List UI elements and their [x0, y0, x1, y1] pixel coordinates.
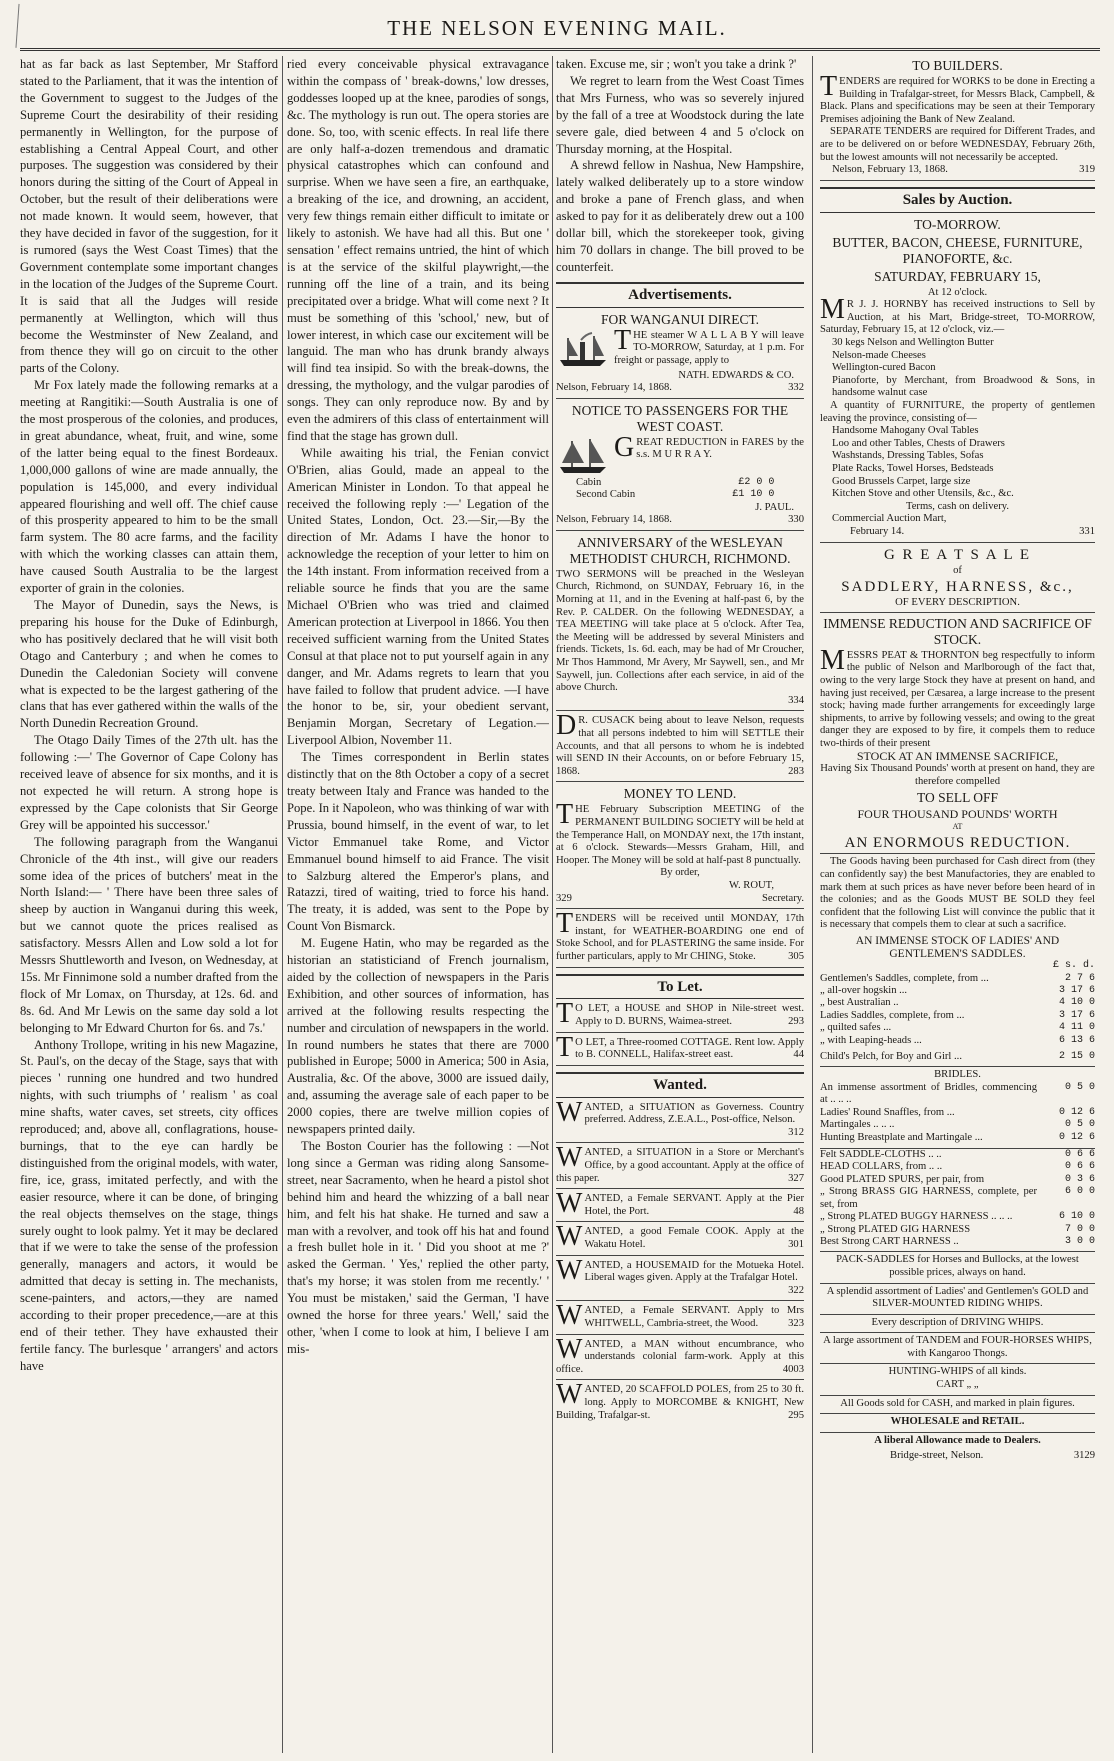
table-row: [820, 1035, 1095, 1047]
section-wanted: Wanted.: [556, 1072, 804, 1098]
ad-wanted: [556, 1188, 804, 1222]
ad-number: 293: [788, 1016, 804, 1027]
ad-number: 329: [556, 892, 572, 904]
ad-body: ANTED, 20 SCAFFOLD POLES, from 25 to 30 ft. long. Apply to MORCOMBE & KNIGHT, New Building, Trafalgar-st.: [556, 1384, 804, 1421]
price-item: Child's Pelch, for Boy and Girl ...: [820, 1051, 962, 1063]
ad-tandem-whips: A large assortment of TANDEM and FOUR-HORSES WHIPS, with Kangaroo Thongs.: [820, 1332, 1095, 1360]
ad-cart-whips: CART „ „: [936, 1379, 979, 1391]
list-item: Handsome Mahogany Oval Tables: [832, 425, 979, 437]
article-south-australia: Mr Fox lately made the following remarks at a meeting at Rangitiki:—South Australia is one of the most prosperous of the colonies, and produces, in great abundance, wheat, fruit, and wine, some of the latter being equal to the finest Bordeaux. 1,000,000 gallons of wine are made annually, the population is 145,000, and every individual appeared flourishing and well off. The chief cause of this prosperity appeared to him to be the small farm system. The 80 acre farms, and the facility with which the working classes can attain them, have caused South Australia to be the largest exporter of grain in the colonies.: [20, 378, 278, 596]
masthead-rule: [20, 48, 1100, 51]
article-trollope-cont: ried every conceivable physical extravagance within the compass of ' break-downs,' low dresses, goddesses looped up at the knee, parodies of songs, &c. The mythology is run out. The opera stories are done. So, too, with scenic effects. In real life there are only half-a-dozen tremendous and dramatic physical catastrophes which can confound and surprise. When we have seen a fire, an earthquake, a breaking of the ice, and drowning, an accident, very few things remain either difficult to imitate or likely to astonish. We have had all this. But one ' sensation ' effect remains untried, the hint of which is at the service of the skilful playwright,—the running off the line of a train, and its being precipitated over a bridge. What will come next ? It must be something of this 'school,' new, but of lower interest, in which case our excitement will be languid. The man who has drunk brandy always will find tea insipid. So with the break-downs, the dressing, the mythology, and the vulgar parodies of songs. They can only reproduce now. By and by even the admirers of this class of entertainment will find that the stage has grown dull.: [287, 57, 549, 443]
price-item: HEAD COLLARS, from .. ..: [820, 1161, 943, 1173]
table-row: [820, 1119, 1095, 1131]
ad-mart: Commercial Auction Mart,: [832, 513, 947, 525]
ad-body: HE steamer W A L L A B Y will leave TO-MORROW, Saturday, at 1 p.m. For freight or passage, apply to: [614, 329, 804, 366]
ad-number: 332: [788, 382, 804, 394]
ad-dateline: Nelson, February 14, 1868.: [556, 514, 672, 526]
ad-number: 319: [1079, 164, 1095, 176]
ad-dateline: Nelson, February 13, 1868.: [832, 164, 948, 176]
table-row: [820, 1174, 1095, 1186]
newspaper-title: THE NELSON EVENING MAIL.: [387, 16, 727, 40]
article-nashua: A shrewd fellow in Nashua, New Hampshire, lately walked deliberately up to a store window and broke a pane of French glass, and when asked to pay for it as deliberately drew out a 100 dollar bill, which the storekeeper took, giving him 70 dollars in change. The bill proved to be counterfeit.: [556, 158, 804, 274]
ad-wanted: [556, 1333, 804, 1381]
ad-number: 44: [793, 1049, 804, 1061]
column-2: [287, 56, 549, 1753]
ad-order: By order,: [660, 867, 700, 879]
bridles-table: [820, 1082, 1095, 1248]
ad-number: 48: [793, 1205, 804, 1217]
drop-cap: W: [556, 1188, 583, 1220]
ad-heading: NOTICE TO PASSENGERS FOR THE WEST COAST.: [571, 402, 789, 434]
table-row: [820, 1211, 1095, 1223]
fare-label: Second Cabin: [576, 489, 636, 501]
ad-body: ANTED, a HOUSEMAID for the Motueka Hotel. Liberal wages given. Apply at the Trafalgar Hotel.: [584, 1259, 804, 1284]
ad-body-2: SEPARATE TENDERS are required for Different Trades, and are to be delivered on or before WEDNESDAY, February 26th, but the lowest amounts will not necessarily be accepted.: [820, 126, 1095, 163]
table-row: [820, 1236, 1095, 1248]
list-item: Wellington-cured Bacon: [832, 362, 936, 374]
ad-wanted: [556, 1379, 804, 1425]
column-4: [820, 56, 1095, 1753]
ad-number: 331: [1079, 525, 1095, 537]
ad-wholesale: WHOLESALE and RETAIL.: [820, 1413, 1095, 1429]
article-boston: The Boston Courier has the following : —Not long since a German was riding along Sansome-street, near Sacramento, when he heard a pistol shot behind him and heard the whizzing of a ball near him, and felt his hat shake. He turned and saw a man with a revolver, and took off his hat and found a fresh bullet hole in it. ' Did you shoot at me ?' asked the German. ' Yes,' replied the other party, that's my horse; it was stolen from me recently.' ' You must be mistaken,' said the German, 'I have owned the horse for three years.' Well,' said the other, 'when I come to look at him, I believe I am mis-: [287, 1139, 549, 1356]
ad-date: SATURDAY, FEBRUARY 15,: [874, 268, 1041, 284]
article-furness: We regret to learn from the West Coast Times that Mrs Furness, who was so severely injured by the fall of a tree at Woodstock during the late severe gale, died between 4 and 5 o'clock on Thursday morning, at the Hospital.: [556, 73, 804, 156]
saddles-table: [820, 960, 1095, 1063]
table-row: [820, 973, 1095, 985]
ad-pack-saddles: PACK-SADDLES for Horses and Bullocks, at the lowest possible prices, always on hand.: [820, 1251, 1095, 1279]
table-row: [820, 1010, 1095, 1022]
list-item: 30 kegs Nelson and Wellington Butter: [832, 337, 994, 349]
ad-body: ANTED, a good Female COOK. Apply at the Wakatu Hotel.: [584, 1226, 804, 1251]
column-rule: [552, 56, 553, 1753]
price-item: Ladies' Round Snaffles, from ...: [820, 1106, 955, 1118]
price-value: 3 17 6: [1058, 985, 1095, 996]
price-value: 0 12 6: [1058, 1106, 1095, 1118]
price-value: 4 10 0: [1058, 997, 1095, 1009]
article-cape-colony: The Otago Daily Times of the 27th ult. has the following :—' The Governor of Cape Colony has received leave of absence for six months, and it is not expected he will return. A strong hope is expressed by the Cape colonists that Sir George Grey will be appointed his successor.': [20, 733, 278, 832]
price-item: „ all-over hogskin ...: [820, 985, 908, 996]
ad-body: ANTED, a Female SERVANT. Apply at the Pier Hotel, the Port.: [584, 1193, 804, 1217]
ad-tenders-stoke: [556, 908, 804, 967]
article-berlin: The Times correspondent in Berlin states distinctly that on the 8th October a copy of a secret treaty between Italy and France was handed to the Pope. In it Napoleon, who was thinking of war with Prussia, bound himself, in the event of war, to let Victor Emmanuel take Rome, and Victor Emmanuel bound himself to aid France. The visit to Salzburg altered the Emperor's plans, and Ratazzi, tired of waiting, tried to force his hand. The treaty, it is added, was sent to the Pope by Count Von Bismarck.: [287, 750, 549, 934]
price-item: „ Strong BRASS GIG HARNESS, complete, per set, from: [820, 1186, 1037, 1210]
ad-at: AT: [952, 821, 963, 831]
ad-stock-heading: AN IMMENSE STOCK OF LADIES' AND GENTLEMEN'S SADDLES.: [855, 935, 1060, 960]
drop-cap: W: [556, 1333, 583, 1365]
ad-number: 322: [788, 1284, 804, 1296]
drop-cap: T: [820, 71, 838, 102]
ad-heading: MONEY TO LEND.: [623, 786, 737, 802]
price-value: 3 17 6: [1058, 1009, 1095, 1021]
ad-body: HE February Subscription MEETING of the PERMANENT BUILDING SOCIETY will be held at the Temperance Hall, on MONDAY next, the 17th instant, at 6 o'clock. Stewards—Messrs Graham, Hill, and Hooper. The Money will be sold at half-past 8 punctually.: [556, 804, 804, 866]
price-value: 0 6 6: [1064, 1161, 1095, 1173]
price-currency-header: £ s. d.: [1052, 960, 1095, 972]
ad-worth: FOUR THOUSAND POUNDS' WORTH: [857, 807, 1058, 822]
column-rule: [282, 56, 283, 1753]
ad-heading: TO-MORROW.: [914, 216, 1001, 232]
ad-heading: TO BUILDERS.: [912, 58, 1003, 73]
list-item: Loo and other Tables, Chests of Drawers: [832, 437, 1005, 449]
table-row: [820, 985, 1095, 997]
ad-signer-title: Secretary.: [762, 892, 804, 904]
price-item: An immense assortment of Bridles, commencing at .. .. ..: [820, 1082, 1037, 1106]
ad-body: ESSRS PEAT & THORNTON beg respectfully to inform the public of Nelson and Marlborough of the fact that, owing to the very large Stock they have at present on hand, and having just received, per Cæsarea, a large increase to the present stock; having made further arrangements for exceedingly large shipments, to arrive by following vessels; and owing to the great danger they are exposed to by fire, it compels them to reduce two-thirds of their present: [820, 649, 1095, 749]
article-judges: hat as far back as last September, Mr Stafford stated to the Parliament, that it was the intention of the Government to suggest to the Judges of the Supreme Court the desirability of their residing permanently in Wellington, for the purpose of establishing a Central Appeal Court, and other purposes. The suggestion was considered by their honors during the sitting of the Court of Appeal in October, but the result of their deliberations were not made known. It would seem, however, that they have decided in favor of the suggestion, for it is rumored (says the West Coast Times) that the Government contemplate some important changes in the location of the Judges of the Supreme Court. It is said that all the Judges will reside permanently at Wellington, which will thus become the Westminster of New Zealand, and from thence they will go on circuit to the other parts of the Colony.: [20, 57, 278, 376]
ad-every: OF EVERY DESCRIPTION.: [895, 597, 1020, 609]
list-item: Kitchen Stove and other Utensils, &c., &c.: [832, 488, 1014, 500]
ad-body: ANTED, a SITUATION in a Store or Merchant's Office, by a good accountant. Apply at the office of this paper.: [556, 1147, 804, 1184]
ad-driving-whips: Every description of DRIVING WHIPS.: [820, 1314, 1095, 1330]
ad-enormous: AN ENORMOUS REDUCTION.: [844, 835, 1071, 852]
ad-dateline: Nelson, February 14, 1868.: [556, 382, 672, 394]
drop-cap: W: [556, 1300, 583, 1332]
price-value: 6 0 0: [1064, 1186, 1095, 1198]
ad-riding-whips: A splendid assortment of Ladies' and Gentlemen's GOLD and SILVER-MOUNTED RIDING WHIPS.: [820, 1283, 1095, 1311]
ad-wanganui: [556, 312, 804, 399]
drop-cap: D: [556, 710, 577, 742]
ad-number: 330: [788, 514, 804, 526]
ad-heading: ANNIVERSARY of the WESLEYAN METHODIST CHURCH, RICHMOND.: [569, 534, 791, 566]
ad-number: 295: [788, 1409, 804, 1421]
ad-time: At 12 o'clock.: [927, 286, 988, 298]
article-wanganui-prices: The following paragraph from the Wanganui Chronicle of the 4th inst., will give our readers some idea of the prices of butchers' meat in the North Island:— ' There have been three sales of sheep by auction in Wanganui during this week, but we cannot quote the prices realised as satisfactory. Messrs Allen and Low sold a lot for Messrs Shuttleworth and Iveson, on Wednesday, at 15s. Mr Finnimone sold a number drafted from the flock of Mr Lomax, on Thursday, at 12s. 6d. and 8s. 6d. And Mr Lewis on the same day sold a lot belonging to Mr Edward Churton for 6s. and 7s.': [20, 834, 278, 1035]
fare-table: [576, 477, 774, 502]
price-item: Gentlemen's Saddles, complete, from ...: [820, 972, 989, 984]
price-value: 2 7 6: [1064, 972, 1095, 984]
fare-value: £1 10 0: [732, 489, 775, 501]
ad-wanted: [556, 1221, 804, 1255]
drop-cap: W: [556, 1221, 583, 1253]
ad-body: ANTED, a Female SERVANT. Apply to Mrs WHITWELL, Cambria-street, the Wood.: [584, 1305, 804, 1329]
ad-money-to-lend: [556, 786, 804, 909]
table-row: [820, 1149, 1095, 1162]
section-sales-by-auction: Sales by Auction.: [820, 187, 1095, 213]
ad-cash: All Goods sold for CASH, and marked in plain figures.: [820, 1395, 1095, 1411]
price-value: 0 12 6: [1058, 1131, 1095, 1143]
drop-cap: T: [614, 324, 632, 356]
ad-auction-hornby: [820, 217, 1095, 543]
table-row: [820, 997, 1095, 1009]
price-item: Best Strong CART HARNESS ..: [820, 1235, 959, 1247]
fare-value: £2 0 0: [738, 476, 775, 488]
list-item: Good Brussels Carpet, large size: [832, 475, 971, 487]
ad-number: 323: [788, 1318, 804, 1329]
ad-number: 4003: [782, 1363, 804, 1375]
ad-cusack: [556, 710, 804, 782]
ad-great-sale: [820, 547, 1095, 1467]
ad-address: Bridge-street, Nelson.: [890, 1450, 984, 1462]
ad-body: O LET, a Three-roomed COTTAGE. Rent low. Apply to B. CONNELL, Halifax-street east.: [575, 1036, 804, 1061]
price-value: 7 0 0: [1064, 1223, 1095, 1235]
ad-wanted: [556, 1300, 804, 1334]
price-item: Good PLATED SPURS, per pair, from: [820, 1173, 985, 1185]
table-row: [820, 1132, 1095, 1144]
masthead: [0, 0, 1114, 44]
table-row: [820, 1082, 1095, 1107]
price-value: 6 13 6: [1058, 1034, 1095, 1046]
ad-number: 327: [788, 1172, 804, 1184]
table-row: [820, 1224, 1095, 1236]
ad-body: ENDERS will be received until MONDAY, 17th instant, for WEATHER-BOARDING one end of Stoke School, and for PLASTERING the same inside. For further particulars, apply to Mr CHING, Stoke.: [556, 913, 804, 962]
section-advertisements: Advertisements.: [556, 282, 804, 308]
price-value: 3 0 0: [1064, 1235, 1095, 1247]
table-row: [820, 1186, 1095, 1211]
table-row: [820, 1051, 1095, 1063]
ad-allowance: A liberal Allowance made to Dealers.: [820, 1432, 1095, 1448]
bridles-heading: BRIDLES.: [820, 1066, 1095, 1082]
price-item: Martingales .. .. ..: [820, 1119, 895, 1131]
drop-cap: G: [614, 431, 635, 463]
price-value: 4 11 0: [1058, 1022, 1095, 1034]
price-item: „ Strong PLATED GIG HARNESS: [820, 1223, 971, 1235]
sailing-ship-icon: [556, 437, 610, 477]
price-item: „ quilted safes ...: [820, 1022, 892, 1034]
list-item: Washstands, Dressing Tables, Sofas: [832, 450, 984, 462]
ad-heading: FOR WANGANUI DIRECT.: [600, 311, 760, 327]
price-value: 0 6 6: [1064, 1149, 1095, 1161]
ad-number: 283: [788, 765, 804, 777]
ad-signer: J. PAUL.: [755, 501, 794, 513]
drop-cap: W: [556, 1142, 583, 1174]
ad-body: R J. J. HORNBY has received instructions to Sell by Auction, at his Mart, Bridge-street, TO-MORROW, Saturday, February 15, at 12 o'clock, viz.—: [820, 299, 1095, 336]
drop-cap: W: [556, 1096, 583, 1128]
ad-body: R. CUSACK being about to leave Nelson, requests that all persons indebted to him will SETTLE their Accounts, and that all persons to whom he is indebted will SEND IN their Accounts, on or before February 15, 1868.: [556, 715, 804, 777]
drop-cap: T: [556, 998, 574, 1030]
ad-body: REAT REDUCTION in FARES by the s.s. M U R R A Y.: [636, 436, 804, 461]
ad-number: 334: [788, 694, 804, 706]
ad-saddlery: SADDLERY, HARNESS, &c.,: [841, 579, 1074, 596]
ad-having: Having Six Thousand Pounds' worth at present on hand, they are therefore compelled: [820, 763, 1095, 787]
ad-body: TWO SERMONS will be preached in the Wesleyan Church, Richmond, on SUNDAY, February 16, in the Morning at 11, and in the Evening at half-past 6, by the Rev. P. CALDER. On the following WEDNESDAY, a TEA MEETING will take place at 5 o'clock. After Tea, the Meeting will be addressed by several Ministers and friends. Tickets, 1s. 6d. each, may be had of Mr Croucher, Mr Thos Hammond, Mr Avery, Mr Saywell, sen., and Mr Saywell, jun. Collections after each service, in aid of the above Church.: [556, 568, 804, 694]
drop-cap: M: [820, 294, 845, 326]
price-item: „ Strong PLATED BUGGY HARNESS .. .. ..: [820, 1211, 1013, 1223]
drop-cap: W: [556, 1379, 583, 1411]
ad-stock: STOCK AT AN IMMENSE SACRIFICE,: [856, 749, 1059, 764]
ad-signer: W. ROUT,: [728, 879, 774, 891]
fare-label: Cabin: [576, 476, 602, 488]
drop-cap: T: [556, 1031, 574, 1063]
column-1: [20, 56, 278, 1753]
ad-of: of: [953, 564, 962, 576]
ad-body: ANTED, a MAN without encumbrance, who understands colonial farm-work. Apply at this office.: [556, 1338, 804, 1375]
ad-goods-heading: BUTTER, BACON, CHEESE, FURNITURE, PIANOFORTE, &c.: [832, 234, 1083, 266]
ad-body: O LET, a HOUSE and SHOP in Nile-street west. Apply to D. BURNS, Waimea-street.: [575, 1003, 804, 1027]
price-value: 0 5 0: [1064, 1119, 1095, 1131]
ad-goods: The Goods having been purchased for Cash direct from (they can confidently say) the best Manufactories, they are enabled to mark them at such prices as have never before been heard of in the colonies; and as the Goods MUST BE SOLD they feel confident that the following List will convince the public that it is necessary that compels them to clear at such a sacrifice.: [820, 853, 1095, 932]
drop-cap: M: [820, 644, 845, 676]
ad-sell-off: TO SELL OFF: [916, 790, 998, 806]
ad-west-coast-passengers: [556, 403, 804, 531]
ad-number: 305: [788, 950, 804, 962]
ad-to-let: [556, 1031, 804, 1066]
ad-dateline: February 14.: [850, 525, 905, 537]
article-dunedin: The Mayor of Dunedin, says the News, is preparing his house for the Duke of Edinburgh, who has positively declared that he will visit both Otago and Canterbury ; and when he comes to Dunedin the Caledonian Society will convene what is expected to be the largest gathering of the clans that has ever gathered within the walls of the North Dunedin Recreation Ground.: [20, 598, 278, 731]
table-row: [820, 1107, 1095, 1119]
table-row: [820, 1022, 1095, 1034]
article-boston-cont: taken. Excuse me, sir ; won't you take a drink ?': [556, 57, 797, 71]
ad-wanted: [556, 1254, 804, 1302]
ad-to-builders: [820, 58, 1095, 181]
ad-immense: IMMENSE REDUCTION AND SACRIFICE OF STOCK.: [820, 612, 1095, 648]
ad-hunting-whips: HUNTING-WHIPS of all kinds.: [820, 1363, 1095, 1379]
price-value: 0 3 6: [1064, 1173, 1095, 1185]
article-fenian: While awaiting his trial, the Fenian convict O'Brien, alias Gould, made an appeal to the American Minister in London. To that appeal he received the following reply :—' Legation of the United States, London, Oct. 23.—Sir,—By the direction of Mr. Adams I have the honor to acknowledge the reception of your letter to him on the 14th instant. From information received from a reliable source he finds that you are the same Michael O'Brien who was tried and claimed American protection at Liverpool in 1866. You then received sufficient warning from the United States Consul at that place not to put yourself again in any danger, and Mr. Adams regrets to learn that you have failed to follow that prudent advice. —I have the honor to be, sir, your obedient servant, Benjamin Morgan, Secretary of Legation.—Liverpool Albion, November 11.: [287, 445, 549, 748]
ad-body: ANTED, a SITUATION as Governess. Country preferred. Address, Z.E.A.L., Post-office, Nelson.: [584, 1101, 804, 1126]
ad-signer: NATH. EDWARDS & CO.: [678, 369, 794, 381]
ad-wanted: [556, 1142, 804, 1189]
ad-number: 312: [788, 1126, 804, 1138]
table-row: [820, 1161, 1095, 1173]
list-item: Pianoforte, by Merchant, from Broadwood & Sons, in handsome walnut case: [832, 374, 1095, 399]
ad-number: 301: [788, 1239, 804, 1251]
ad-heading: G R E A T S A L E: [883, 546, 1032, 563]
price-item: „ best Australian ..: [820, 997, 899, 1009]
price-item: Ladies Saddles, complete, from ...: [820, 1009, 965, 1021]
column-rule: [812, 56, 813, 1753]
ad-number: 3129: [1073, 1450, 1095, 1462]
price-value: 6 10 0: [1058, 1211, 1095, 1223]
drop-cap: T: [556, 799, 574, 831]
price-item: „ with Leaping-heads ...: [820, 1034, 922, 1046]
drop-cap: W: [556, 1254, 583, 1286]
list-item: Nelson-made Cheeses: [832, 349, 926, 361]
ad-terms: Terms, cash on delivery.: [905, 500, 1009, 512]
section-to-let: To Let.: [556, 974, 804, 1000]
ad-wanted: [556, 1096, 804, 1144]
price-value: 2 15 0: [1058, 1051, 1095, 1063]
article-trollope: Anthony Trollope, writing in his new Magazine, St. Paul's, on the decay of the Stage, says that with pieces ' running one hundred and two hundred nights, with such triumphs of ' realism ' as coal mine shafts, water caves, set streets, city offices reproduced; and, above all, conflagrations, house-burnings, that to the eye can hardly be distinguished from the original models, with water, fire, ice, grass, imitated perfectly, and with the easier resource, where it can be done, of bringing the real objects themselves on the stage, things surely ought to look palmy. Yet it may be declared that if we were to take the sense of the profession generally, managers and actors, it would be admitted that decay is setting in. The mechanists, scene-painters, and actors,—they are named according to their proper precedence,—are at this end of their tether. They have exhausted their fertile fancy. The burlesque ' arrangers' and actors have: [20, 1037, 278, 1373]
ad-wesleyan: [556, 535, 804, 712]
steamship-icon: [556, 330, 610, 370]
ad-to-let: [556, 998, 804, 1032]
ad-body: ENDERS are required for WORKS to be done in Erecting a Building in Trafalgar-street, for Messrs Black, Campbell, & Black. Plans and specifications may be seen at their Temporary Premises adjoining the Bank of New Zealand.: [820, 76, 1095, 125]
price-item: Felt SADDLE-CLOTHS .. ..: [820, 1149, 942, 1161]
article-hatin: M. Eugene Hatin, who may be regarded as the historian an statisticiand of French journalism, aided by the collection of newspapers in the Paris Exhibition, and other sources of information, has arrived at the following results respecting the number and circulation of newspapers in the world. In round numbers he states that there are 7000 published in Europe; 5000 in America; 500 in Asia, Australia, &c. Of the above, 3000 are issued daily, and, assuming the average sale of each paper to be 2000 copies, there are twelve million copies of newspapers printed daily.: [287, 936, 549, 1137]
list-item: Plate Racks, Towel Horses, Bedsteads: [832, 462, 994, 474]
drop-cap: T: [556, 908, 574, 940]
column-3: [556, 56, 804, 1753]
price-value: 0 5 0: [1064, 1082, 1095, 1094]
price-item: Hunting Breastplate and Martingale ...: [820, 1131, 983, 1143]
ad-furniture: A quantity of FURNITURE, the property of gentlemen leaving the province, consisting of—: [820, 400, 1095, 424]
